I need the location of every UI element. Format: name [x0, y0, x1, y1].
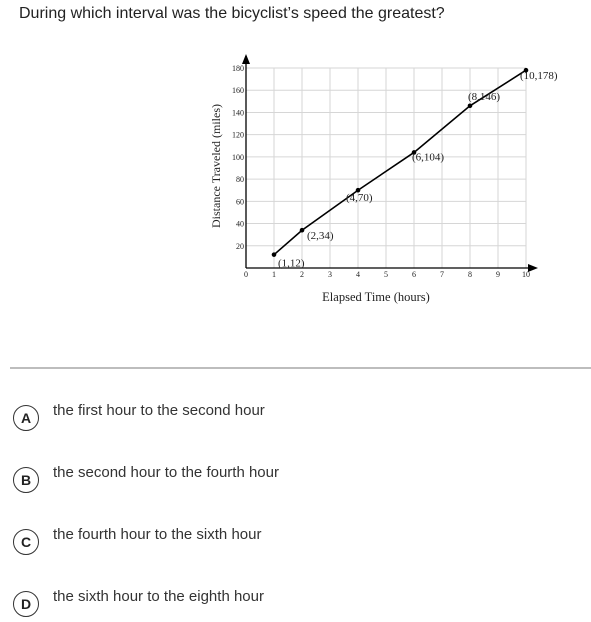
x-tick-label: 9: [496, 270, 500, 279]
data-point: [300, 228, 305, 233]
choice-text: the second hour to the fourth hour: [53, 464, 279, 481]
x-axis-label: Elapsed Time (hours): [322, 290, 430, 304]
y-tick-label: 120: [232, 130, 244, 140]
x-tick-label: 3: [328, 270, 332, 279]
divider: [10, 367, 591, 369]
point-annotation: (4,70): [346, 192, 373, 205]
choice-c[interactable]: [13, 526, 433, 560]
y-axis-label: Distance Traveled (miles): [209, 104, 223, 228]
y-tick-label: 180: [232, 64, 244, 73]
x-tick-label: 6: [412, 270, 416, 279]
point-annotation: (2,34): [307, 230, 334, 243]
point-annotation: (10,178): [520, 70, 558, 83]
x-tick-label: 4: [356, 270, 360, 279]
y-tick-label: 20: [236, 241, 244, 251]
x-tick-label: 5: [384, 270, 388, 279]
y-tick-label: 140: [232, 108, 244, 118]
y-tick-label: 60: [236, 197, 244, 207]
choice-text: the fourth hour to the sixth hour: [53, 526, 262, 543]
choice-letter-badge: B: [13, 467, 39, 493]
x-tick-label: 10: [522, 270, 530, 279]
y-tick-label: 100: [232, 152, 244, 162]
choice-text: the sixth hour to the eighth hour: [53, 588, 264, 605]
y-tick-label: 40: [236, 219, 244, 229]
choice-letter-badge: D: [13, 591, 39, 617]
point-annotation: (1,12): [278, 257, 305, 270]
choice-d[interactable]: [13, 588, 433, 622]
x-tick-label: 2: [300, 270, 304, 279]
choice-b[interactable]: [13, 464, 433, 498]
choice-text: the first hour to the second hour: [53, 402, 265, 419]
y-tick-label: 160: [232, 86, 244, 96]
question-text: During which interval was the bicyclist’s speed the greatest?: [19, 5, 445, 22]
data-point: [272, 252, 277, 257]
choice-letter-badge: A: [13, 405, 39, 431]
choice-letter-badge: C: [13, 529, 39, 555]
point-annotation: (6,104): [412, 151, 445, 164]
x-tick-label: 7: [440, 270, 444, 279]
point-annotation: (8,146): [468, 90, 501, 103]
y-axis-arrow: [242, 54, 250, 64]
choice-a[interactable]: [13, 402, 433, 436]
x-tick-label: 1: [272, 270, 276, 279]
chart-axes: [242, 54, 538, 272]
y-tick-label: 80: [236, 175, 244, 185]
x-tick-label: 8: [468, 270, 472, 279]
data-point: [468, 103, 473, 108]
chart-point-labels: [278, 70, 558, 269]
x-tick-label: 0: [244, 270, 248, 279]
